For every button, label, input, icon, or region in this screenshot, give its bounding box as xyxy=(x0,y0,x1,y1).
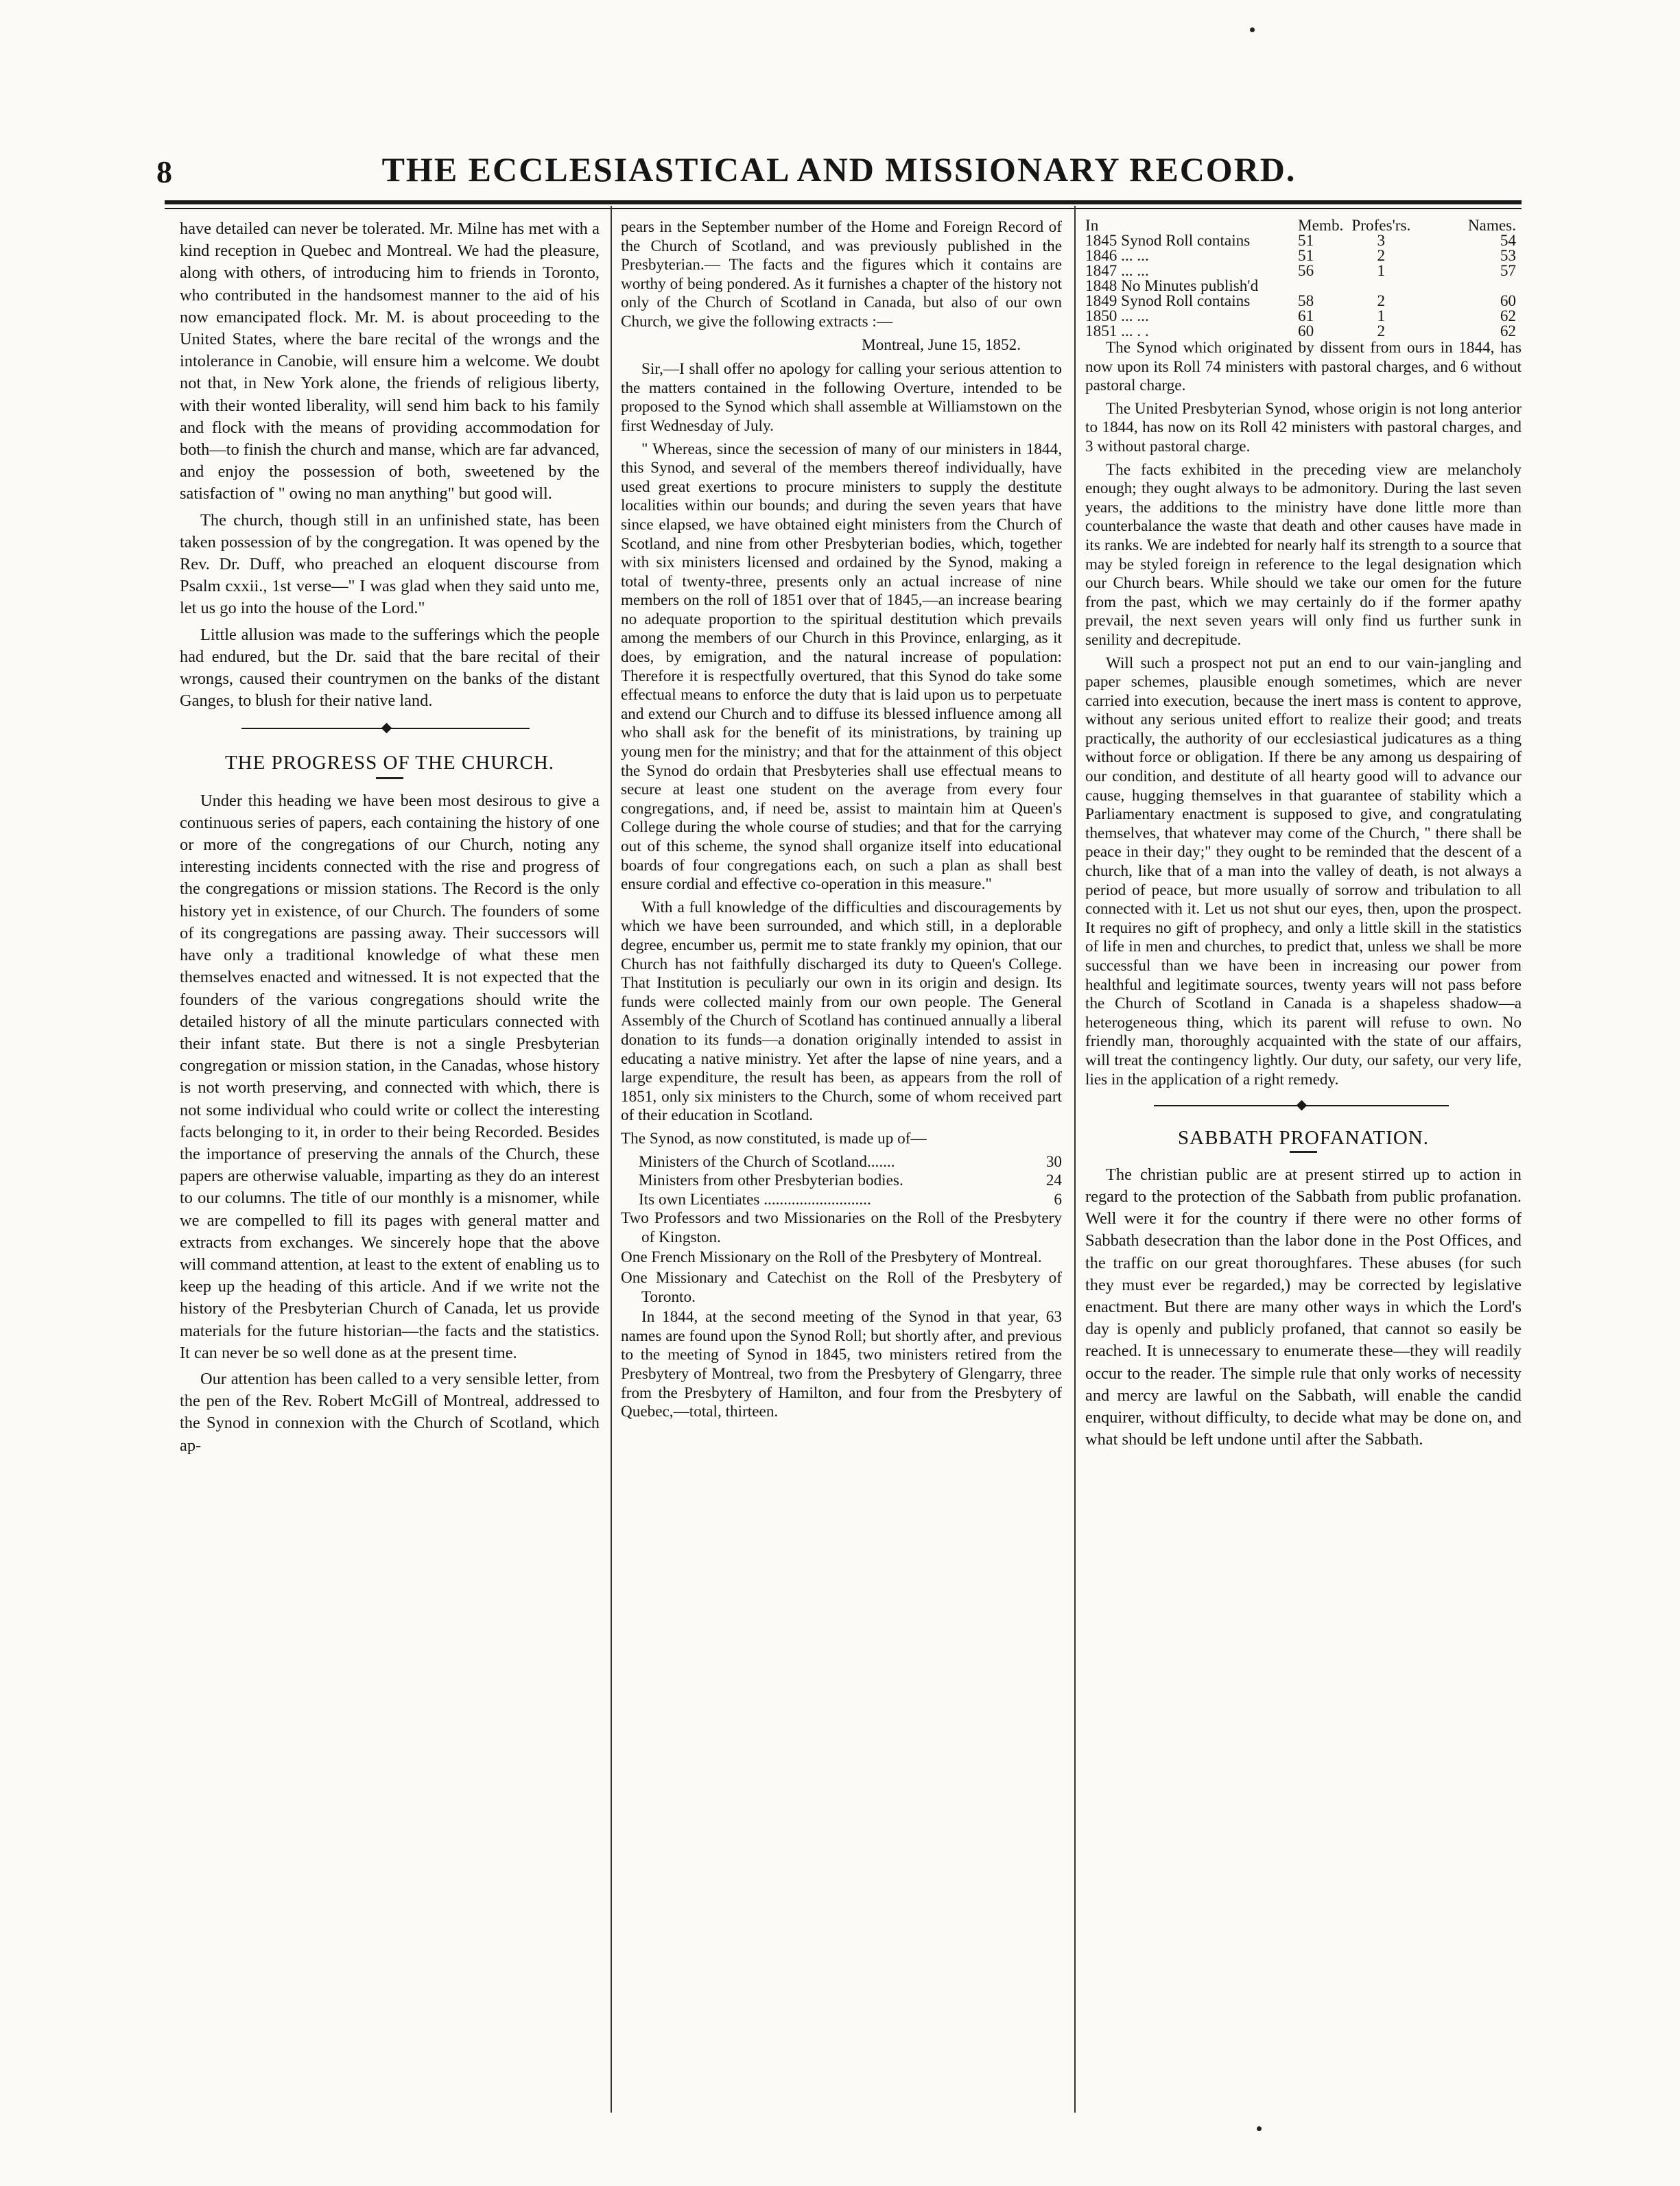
table-cell: 58 xyxy=(1298,292,1314,310)
print-speck xyxy=(1250,27,1255,32)
table-cell: 62 xyxy=(1500,322,1516,340)
list-item xyxy=(621,1172,1062,1191)
running-title: THE ECCLESIASTICAL AND MISSIONARY RECORD. xyxy=(381,150,1297,189)
table-header-cell: Profes'rs. xyxy=(1351,217,1411,235)
table-cell: 51 xyxy=(1298,247,1314,265)
column-3 xyxy=(1085,218,1522,1455)
hanging-paragraph: One Missionary and Catechist on the Roll of the Presbytery of Toronto. xyxy=(621,1269,1062,1306)
table-row xyxy=(1085,294,1522,309)
hanging-paragraph: One French Missionary on the Roll of the Presbytery of Montreal. xyxy=(621,1248,1042,1267)
running-header xyxy=(156,150,1522,198)
column-divider xyxy=(1074,206,1076,2113)
paragraph: The christian public are at present stirred up to action in regard to the protection of the Sabbath from public profanation. Well were it for the country if there were no other forms of Sabbath desecration than the labor done in the Post Offices, and the traffic on our great thoroughfares. These abuses (for such they must ever be regarded,) may be corrected by legislative enactment. But there are many other ways in which the Lord's day is openly and publicly profaned, that cannot so easily be reached. It is unnecessary to enumerate these—they will readily occur to the reader. The simple rule that only works of necessity and mercy are lawful on the Sabbath, will enable the candid enquirer, without difficulty, to decide what may be done on, and what should be left undone until after the Sabbath. xyxy=(1085,1165,1522,1449)
table-cell: 1851 ... . . xyxy=(1085,322,1149,340)
list-label: Ministers from other Presbyterian bodies. xyxy=(639,1172,903,1190)
list-item xyxy=(621,1191,1062,1210)
list-count: 6 xyxy=(1054,1190,1062,1209)
paragraph: The United Presbyterian Synod, whose origin is not long anterior to 1844, has now on its Roll 42 ministers with pastoral charges, and 3 without pastoral charge. xyxy=(1085,399,1522,455)
paragraph: Our attention has been called to a very sensible letter, from the pen of the Rev. Robert McGill of Montreal, addressed to the Synod in connexion with the Church of Scotland, which ap- xyxy=(180,1369,600,1455)
column-divider xyxy=(611,206,612,2113)
table-cell: 1849 Synod Roll contains xyxy=(1085,292,1251,310)
table-row xyxy=(1085,233,1522,248)
section-heading: THE PROGRESS OF THE CHURCH. xyxy=(224,752,555,774)
table-cell: 2 xyxy=(1377,322,1386,340)
table-cell: 1850 ... ... xyxy=(1085,307,1149,325)
table-header-row xyxy=(1085,218,1522,233)
section-heading: SABBATH PROFANATION. xyxy=(1178,1127,1429,1150)
heading-dash xyxy=(376,777,403,779)
section-ornament xyxy=(180,722,600,735)
table-cell: 1847 ... ... xyxy=(1085,262,1149,280)
paragraph: Will such a prospect not put an end to our vain-jangling and paper schemes, plausible enough sometimes, which are never carried into execution, because the inert mass is content to approve, without any serious united effort to realize their good; and treats practically, the authority of our ecclesiastical judicatures as a thing without force or obligation. If there be any among us despairing of our condition, and destitute of all hearty good will to advance our cause, hugging themselves in that guarantee of stability which a Parliamentary enactment is supposed to give, and congratulating themselves, that whatever may come of the Church, " there shall be peace in their day;" they ought to be reminded that the descent of a church, like that of a man into the valley of death, is not always a period of peace, but more usually of sorrow and tribulation to all connected with it. Let us not shut our eyes, then, upon the prospect. It requires no gift of prophecy, and only a little skill in the statistics of life in men and churches, to predict that, unless we shall be more successful than we have been in increasing our power from healthful and legitimate sources, twenty years will not pass before the Church of Scotland in Canada is a shapeless shadow—a heterogeneous thing, which its parent will refuse to own. No friendly man, thoroughly acquainted with the state of our affairs, will treat the contingency lightly. Our duty, our safety, our very life, lies in the application of a right remedy. xyxy=(1085,654,1522,1089)
synod-roll-table xyxy=(1085,218,1522,339)
table-cell: 60 xyxy=(1298,322,1314,340)
table-cell: 1 xyxy=(1377,307,1386,325)
column-1 xyxy=(180,218,600,1461)
column-2 xyxy=(621,218,1062,1426)
paragraph: With a full knowledge of the difficulties and discouragements by which we have been surrounded, and which still, in a deplorable degree, encumber us, permit me to state frankly my opinion, that our Church has not faithfully discharged its duty to Queen's College. That Institution is peculiarly our own in its origin and design. Its funds were collected mainly from our own people. The General Assembly of the Church of Scotland has continued annually a liberal donation to its funds—a donation originally intended to assist in educating a native ministry. Yet after the lapse of nine years, and a large expenditure, the result has been, as appears from the roll of 1851, only six ministers to the Church, some of whom received part of their education in Scotland. xyxy=(621,898,1062,1125)
paragraph: Little allusion was made to the sufferings which the people had endured, but the Dr. said that the bare recital of their wrongs, caused their countrymen on the banks of the distant Ganges, to blush for their native land. xyxy=(180,625,600,711)
table-cell: 54 xyxy=(1500,232,1516,250)
paragraph: The facts exhibited in the preceding view are melancholy enough; they ought always to be admonitory. During the last seven years, the additions to the ministry have done little more than counterbalance the waste that death and other causes have made in its ranks. We are indebted for nearly half its strength to a source that may be styled foreign in reference to the legal designation which our Church bears. While should we take our omen for the future from the past, which we may certainly do if the former apathy prevail, the next seven years will only find us further sunk in senility and decrepitude. xyxy=(1085,460,1522,649)
paragraph: pears in the September number of the Home and Foreign Record of the Church of Scotland, and was previously published in the Presbyterian.— The facts and the figures which it contains are worthy of being pondered. As it furnishes a chapter of the history not only of the Church of Scotland in Canada, but also of our own Church, we give the following extracts :— xyxy=(621,218,1062,331)
table-row xyxy=(1085,324,1522,339)
list-count: 24 xyxy=(1045,1172,1062,1190)
list-item xyxy=(621,1153,1062,1172)
paragraph: have detailed can never be tolerated. Mr. Milne has met with a kind reception in Quebec and Montreal. We had the pleasure, along with others, of introducing him to friends in Toronto, who contributed in the handsomest manner to the aid of his now emancipated flock. Mr. M. is about proceeding to the United States, where the bare recital of the wrongs and the intolerance in Canobie, will ensure him a welcome. We doubt not that, in New York alone, the friends of religious liberty, with their wonted liberality, will send him back to his family and flock with the means of providing accommodation for both—to finish the church and manse, which are far advanced, and enjoy the possession of both, sweetened by the satisfaction of " owing no man anything" but good will. xyxy=(180,219,600,503)
table-cell: 61 xyxy=(1298,307,1314,325)
list-count: 30 xyxy=(1045,1152,1062,1171)
print-speck xyxy=(1257,2126,1262,2131)
paragraph: In 1844, at the second meeting of the Synod in that year, 63 names are found upon the Synod Roll; but shortly after, and previous to the meeting of Synod in 1845, two ministers retired from the Presbytery of Montreal, two from the Presbytery of Glengarry, three from the Presbytery of Hamilton, and four from the Presbytery of Quebec,—total, thirteen. xyxy=(621,1308,1062,1421)
table-header-cell: Names. xyxy=(1467,217,1516,235)
table-cell: 1848 No Minutes publish'd xyxy=(1085,277,1259,295)
table-cell: 62 xyxy=(1500,307,1516,325)
page-number: 8 xyxy=(156,154,172,189)
table-cell: 56 xyxy=(1298,262,1314,280)
paragraph: The Synod which originated by dissent from ours in 1844, has now upon its Roll 74 ministers with pastoral charges, and 6 without pastoral charge. xyxy=(1085,339,1522,395)
table-cell: 53 xyxy=(1500,247,1516,265)
hanging-paragraph: Two Professors and two Missionaries on the Roll of the Presbytery of Kingston. xyxy=(621,1209,1062,1246)
table-cell: 57 xyxy=(1500,262,1516,280)
table-cell: 1845 Synod Roll contains xyxy=(1085,232,1251,250)
header-rule xyxy=(165,200,1522,204)
table-row xyxy=(1085,278,1522,294)
dateline: Montreal, June 15, 1852. xyxy=(862,335,1021,354)
table-cell: 3 xyxy=(1377,232,1386,250)
list-label: Its own Licentiates ........................... xyxy=(639,1190,871,1209)
paragraph: " Whereas, since the secession of many of our ministers in 1844, this Synod, and several of the members thereof individually, have used great exertions to procure ministers to supply the destitute localities within our bounds; and during the seven years that have since elapsed, we have obtained eight ministers from the Church of Scotland, and nine from other Presbyterian bodies, which, together with six ministers licensed and ordained by the Synod, making a total of twenty-three, presents only an actual increase of nine members on the roll of 1851 over that of 1845,—an increase bearing no adequate proportion to the spiritual destitution which prevails among the members of our Church in this Province, enlarging, as it does, by emigration, and the natural increase of population: Therefore it is respectfully overtured, that this Synod do take some effectual means to enforce the duty that is laid upon us to perpetuate and extend our Church and to diffuse its blessed influence among all who shall ask for the benefit of its ministrations, by training up young men for the ministry; and that for the attainment of this object the Synod do ordain that Presbyteries shall use effectual means to secure at least one student on the average from every four congregations, and, if need be, assist to maintain him at Queen's College during the whole course of studies; and that for the carrying out of this scheme, the synod shall organize itself into educational boards of four congregations each, on such a plan as shall best ensure cordial and effective co-operation in this measure." xyxy=(621,440,1062,894)
list-label: Ministers of the Church of Scotland....... xyxy=(639,1152,895,1171)
paragraph: Sir,—I shall offer no apology for calling your serious attention to the matters contained in the following Overture, intended to be proposed to the Synod which shall assemble at Williamstown on the first Wednesday of July. xyxy=(621,360,1062,435)
table-cell: 2 xyxy=(1377,292,1386,310)
heading-dash xyxy=(1290,1151,1317,1153)
paragraph: The Synod, as now constituted, is made up of— xyxy=(621,1129,927,1148)
table-header-cell: In xyxy=(1085,217,1099,235)
table-cell: 2 xyxy=(1377,247,1386,265)
table-row xyxy=(1085,248,1522,263)
table-cell: 1846 ... ... xyxy=(1085,247,1149,265)
section-ornament xyxy=(1085,1099,1522,1113)
paragraph: Under this heading we have been most desirous to give a continuous series of papers, each containing the history of one or more of the congregations of our Church, noting any interesting incidents connected with the rise and progress of the congregations or mission stations. The Record is the only history yet in existence, of our Church. The founders of some of its congregations are passing away. Their successors will have only a traditional knowledge of what these men themselves enacted and witnessed. It is not expected that the founders of the various congregations should write the detailed history of all the minute particulars connected with their infant state. But there is not a single Presbyterian congregation or mission station, in the Canadas, whose history is not worth preserving, and connected with which, there is not some individual who could write or collect the interesting facts belonging to it, in order to their being Recorded. Besides the importance of preserving the annals of the Church, these papers are otherwise valuable, imparting as they do an interest to our columns. The title of our monthly is a misnomer, while we are compelled to fill its pages with general matter and extracts from exchanges. We sincerely hope that the above will command attention, at least to the extent of enabling us to keep up the heading of this article. And if we write not the history of the Presbyterian Church of Canada, let us provide materials for the future historian—the facts and the statistics. It can never be so well done as at the present time. xyxy=(180,791,600,1362)
header-rule-thin xyxy=(165,208,1522,209)
table-cell: 1 xyxy=(1377,262,1386,280)
table-header-cell: Memb. xyxy=(1298,217,1344,235)
table-row xyxy=(1085,309,1522,324)
paragraph: The church, though still in an unfinished state, has been taken possession of by the congregation. It was opened by the Rev. Dr. Duff, who preached an eloquent discourse from Psalm cxxii., 1st verse—" I was glad when they said unto me, let us go into the house of the Lord." xyxy=(180,510,600,618)
table-row xyxy=(1085,263,1522,278)
table-cell: 51 xyxy=(1298,232,1314,250)
table-cell: 60 xyxy=(1500,292,1516,310)
